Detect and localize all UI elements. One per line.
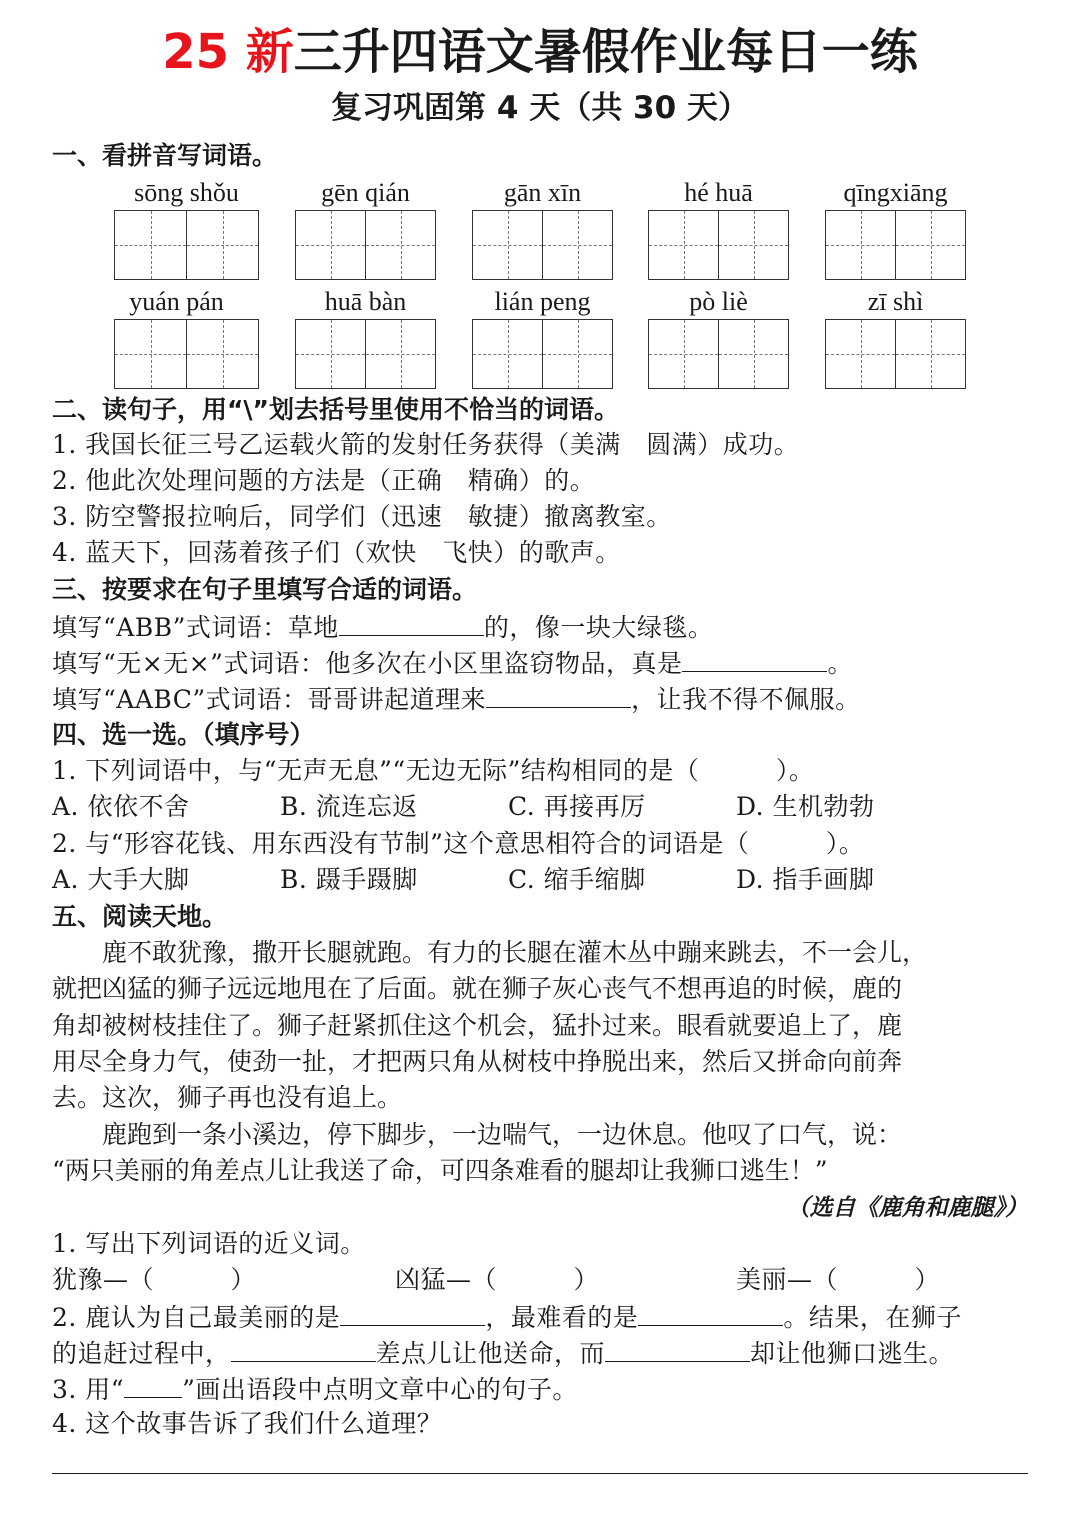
passage-source: （选自《鹿角和鹿腿》）	[786, 1195, 1028, 1221]
pinyin-label: pò liè	[689, 287, 748, 316]
fill-line: 填写“AABC”式词语：哥哥讲起道理来 ，让我不得不佩服。	[52, 681, 861, 717]
pinyin-label: lián peng	[494, 287, 591, 316]
writing-grid[interactable]	[648, 210, 789, 280]
answer-blank[interactable]	[638, 1299, 783, 1326]
passage-line: “两只美丽的角差点儿让我送了命，可四条难看的腿却让我狮口逃生！”	[52, 1156, 828, 1185]
option-b: B. 流连忘返	[280, 792, 418, 821]
page-title	[0, 22, 1080, 82]
writing-grid[interactable]	[648, 319, 789, 389]
answer-blank[interactable]	[340, 1299, 485, 1326]
passage-line: 去。这次，狮子再也没有追上。	[52, 1083, 403, 1112]
question-line: 3. 防空警报拉响后，同学们（迅速 敏捷）撤离教室。	[52, 502, 672, 531]
writing-grid[interactable]	[825, 210, 966, 280]
question-line: 1. 下列词语中，与“无声无息”“无边无际”结构相同的是（ ）。	[52, 756, 815, 785]
option-d: D. 生机勃勃	[736, 792, 875, 821]
passage-line: 鹿跑到一条小溪边，停下脚步，一边喘气，一边休息。他叹了口气，说：	[52, 1120, 903, 1149]
title-text: 三升四语文暑假作业每日一练	[293, 24, 918, 80]
writing-grid[interactable]	[295, 210, 436, 280]
passage-line: 用尽全身力气，使劲一扯，才把两只角从树枝中挣脱出来，然后又拼命向前奔	[52, 1047, 903, 1076]
synonym-item: 凶猛—（ ）	[395, 1265, 600, 1294]
answer-blank[interactable]	[339, 609, 484, 636]
option-c: C. 缩手缩脚	[508, 865, 646, 894]
option-d: D. 指手画脚	[736, 865, 875, 894]
section5-heading: 五、阅读天地。	[52, 902, 228, 931]
title-highlight: 25 新	[162, 24, 294, 80]
option-a: A. 大手大脚	[52, 865, 190, 894]
pinyin-label: huā bàn	[324, 287, 407, 316]
section3-heading: 三、按要求在句子里填写合适的词语。	[52, 575, 478, 604]
pinyin-label: zī shì	[867, 287, 924, 316]
answer-blank[interactable]	[605, 1335, 750, 1362]
passage-line: 鹿不敢犹豫，撒开长腿就跑。有力的长腿在灌木丛中蹦来跳去，不一会儿，	[52, 938, 928, 967]
fill-line: 2. 鹿认为自己最美丽的是 ，最难看的是 。结果，在狮子	[52, 1299, 962, 1335]
question-line: 4. 这个故事告诉了我们什么道理？	[52, 1409, 443, 1438]
synonym-item: 美丽—（ ）	[736, 1265, 941, 1294]
pinyin-label: yuán pán	[129, 287, 224, 316]
answer-blank[interactable]	[486, 681, 631, 708]
pinyin-label: gēn qián	[321, 178, 410, 207]
writing-grid[interactable]	[472, 319, 613, 389]
passage-line: 角却被树枝挂住了。狮子赶紧抓住这个机会，猛扑过来。眼看就要追上了，鹿	[52, 1011, 903, 1040]
question-line: 1. 我国长征三号乙运载火箭的发射任务获得（美满 圆满）成功。	[52, 430, 800, 459]
question-line: 4. 蓝天下，回荡着孩子们（欢快 飞快）的歌声。	[52, 538, 621, 567]
page-subtitle: 复习巩固第 4 天（共 30 天）	[331, 90, 749, 126]
fill-line: 3. 用“ ”画出语段中点明文章中心的句子。	[52, 1371, 578, 1407]
writing-grid[interactable]	[472, 210, 613, 280]
question-line: 2. 与“形容花钱、用东西没有节制”这个意思相符合的词语是（ ）。	[52, 829, 865, 858]
section2-heading: 二、读句子，用“\”划去括号里使用不恰当的词语。	[52, 395, 619, 424]
option-a: A. 依依不舍	[52, 792, 190, 821]
answer-blank[interactable]	[231, 1335, 376, 1362]
section1-heading: 一、看拼音写词语。	[52, 141, 278, 170]
pinyin-label: qīngxiāng	[843, 178, 948, 207]
question-line: 2. 他此次处理问题的方法是（正确 精确）的。	[52, 466, 596, 495]
fill-line: 填写“ABB”式词语：草地 的，像一块大绿毯。	[52, 609, 713, 645]
answer-line[interactable]	[52, 1473, 1028, 1474]
section4-heading: 四、选一选。（填序号）	[52, 720, 315, 749]
answer-blank[interactable]	[682, 645, 827, 672]
synonym-item: 犹豫—（ ）	[52, 1265, 257, 1294]
pinyin-label: hé huā	[684, 178, 753, 207]
option-c: C. 再接再厉	[508, 792, 646, 821]
fill-line: 的追赶过程中， 差点儿让他送命，而 却让他狮口逃生。	[52, 1335, 954, 1371]
pinyin-label: sōng shǒu	[134, 178, 239, 207]
passage-line: 就把凶猛的狮子远远地甩在了后面。就在狮子灰心丧气不想再追的时候，鹿的	[52, 974, 903, 1003]
writing-grid[interactable]	[295, 319, 436, 389]
question-line: 1. 写出下列词语的近义词。	[52, 1229, 366, 1258]
pinyin-label: gān xīn	[503, 178, 582, 207]
fill-line: 填写“无×无×”式词语：他多次在小区里盗窃物品，真是 。	[52, 645, 853, 681]
writing-grid[interactable]	[114, 319, 259, 389]
writing-grid[interactable]	[825, 319, 966, 389]
underline-sample	[124, 1371, 182, 1398]
option-b: B. 蹑手蹑脚	[280, 865, 418, 894]
writing-grid[interactable]	[114, 210, 259, 280]
